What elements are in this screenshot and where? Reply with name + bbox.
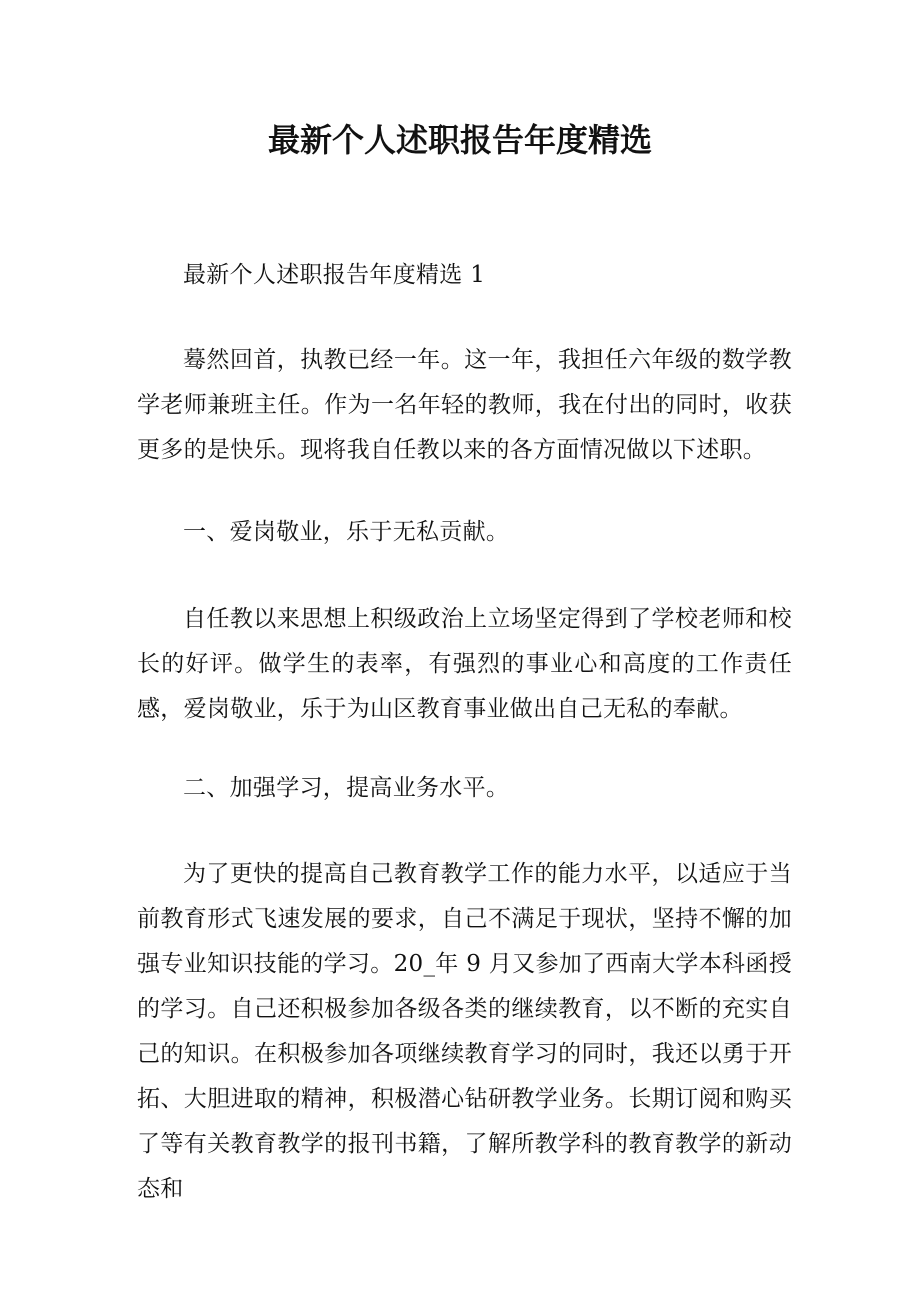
report-subtitle: 最新个人述职报告年度精选 1: [183, 262, 486, 288]
intro-paragraph: 蓦然回首，执教已经一年。这一年，我担任六年级的数学教学老师兼班主任。作为一名年轻的教师，我在付出的同时，收获更多的是快乐。现将我自任教以来的各方面情况做以下述职。: [137, 347, 792, 463]
document-title: 最新个人述职报告年度精选: [267, 121, 652, 159]
section-2-heading: 二、加强学习，提高业务水平。: [183, 775, 510, 801]
section-1-heading: 一、爱岗敬业，乐于无私贡献。: [183, 519, 510, 545]
section-2-paragraph: 为了更快的提高自己教育教学工作的能力水平，以适应于当前教育形式飞速发展的要求，自己不满足于现状，坚持不懈的加强专业知识技能的学习。20_年 9 月又参加了西南大学本科函授的学习。自己还积极参加各级各类的继续教育，以不断的充实自己的知识。在积极参加各项继续教育学习的同时，我还以勇于开拓、大胆进取的精神，积极潜心钻研教学业务。长期订阅和购买了等有关教育教学的报刊书籍，了解所教学科的教育教学的新动态和: [137, 861, 792, 1202]
section-1-paragraph: 自任教以来思想上积级政治上立场坚定得到了学校老师和校长的好评。做学生的表率，有强烈的事业心和高度的工作责任感，爱岗敬业，乐于为山区教育事业做出自己无私的奉献。: [137, 606, 792, 722]
